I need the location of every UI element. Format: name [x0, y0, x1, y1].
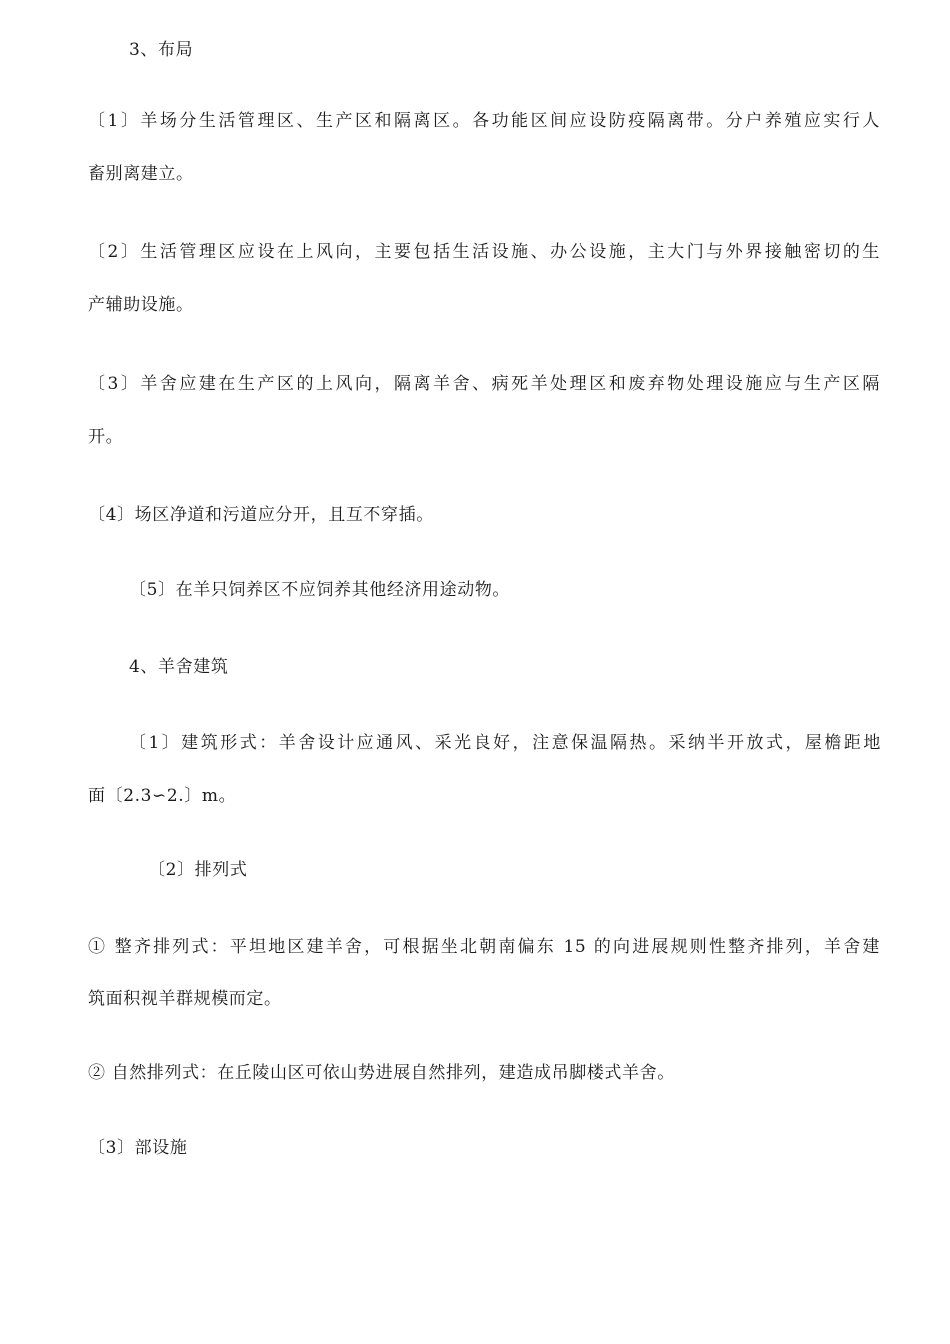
paragraph-line: 开。: [88, 427, 124, 447]
paragraph-line: 〔4〕场区净道和污道应分开，且互不穿插。: [88, 505, 434, 525]
paragraph-line: ① 整齐排列式：平坦地区建羊舍，可根据坐北朝南偏东 15 的向进展规则性整齐排列，羊舍建: [88, 937, 880, 957]
section-heading-building: 4、羊舍建筑: [129, 657, 229, 677]
paragraph-line: 〔2〕生活管理区应设在上风向，主要包括生活设施、办公设施，主大门与外界接触密切的生: [88, 242, 880, 262]
subsection-heading: 〔3〕部设施: [88, 1138, 188, 1158]
section-heading-layout: 3、布局: [129, 40, 194, 60]
paragraph-line: 〔1〕建筑形式：羊舍设计应通风、采光良好，注意保温隔热。采纳半开放式，屋檐距地: [129, 733, 881, 753]
subsection-heading: 〔2〕排列式: [148, 860, 248, 880]
paragraph-line: 畜别离建立。: [88, 164, 194, 184]
paragraph-line: 面〔2.3∽2.〕m。: [88, 786, 237, 806]
paragraph-line: 产辅助设施。: [88, 295, 194, 315]
paragraph-line: 筑面积视羊群规模而定。: [88, 989, 282, 1009]
paragraph-line: 〔1〕羊场分生活管理区、生产区和隔离区。各功能区间应设防疫隔离带。分户养殖应实行人: [88, 111, 880, 131]
paragraph-line: ② 自然排列式：在丘陵山区可依山势进展自然排列，建造成吊脚楼式羊舍。: [88, 1063, 675, 1083]
paragraph-line: 〔3〕羊舍应建在生产区的上风向，隔离羊舍、病死羊处理区和废弃物处理设施应与生产区隔: [88, 374, 880, 394]
paragraph-line: 〔5〕在羊只饲养区不应饲养其他经济用途动物。: [129, 580, 511, 600]
